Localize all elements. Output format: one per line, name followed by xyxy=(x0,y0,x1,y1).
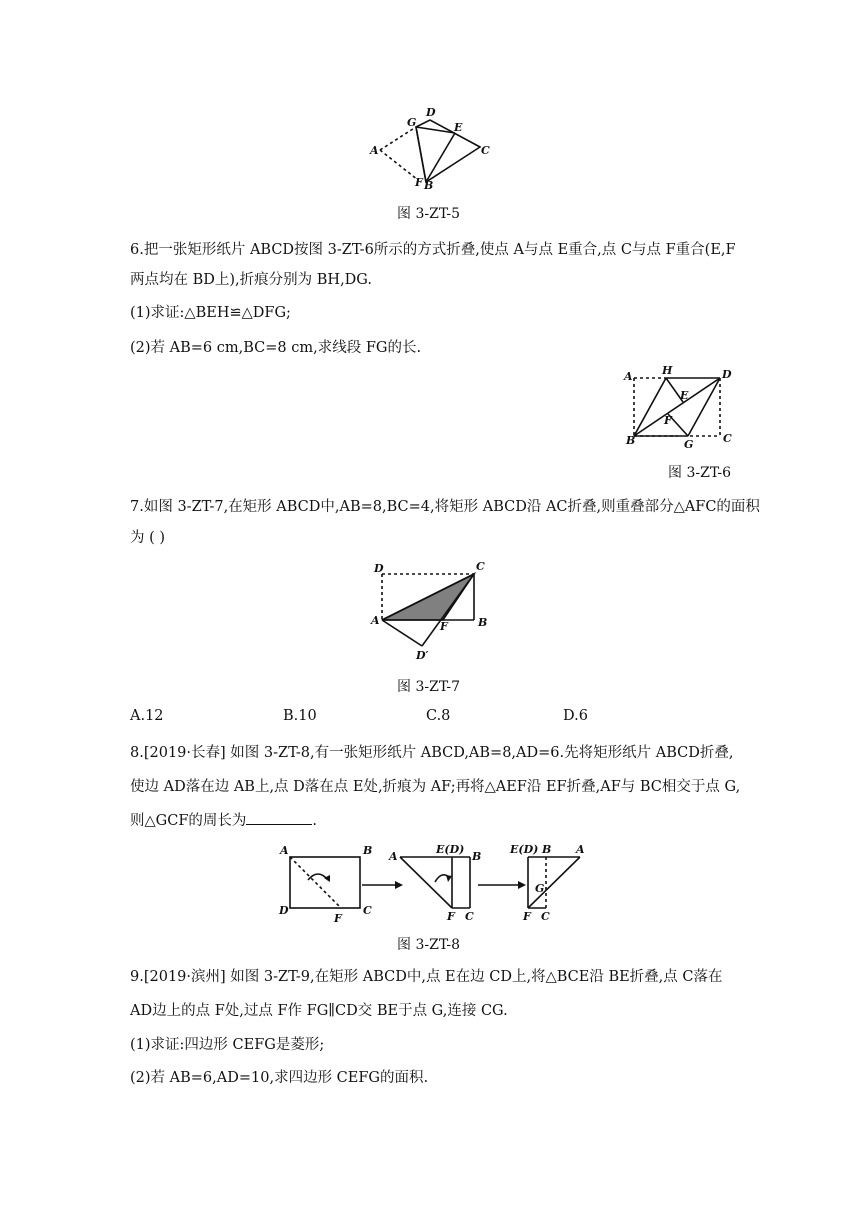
label-b: B xyxy=(478,616,488,629)
arrow-1-head xyxy=(395,881,403,889)
label-c: C xyxy=(723,432,732,445)
p2-label-a: A xyxy=(389,850,398,863)
panel-1-fold-line xyxy=(290,857,341,908)
label-b: B xyxy=(626,434,636,447)
label-d: D xyxy=(722,368,732,381)
p3-label-b: B xyxy=(542,843,552,856)
q6-line-2: 两点均在 BD上),折痕分别为 BH,DG. xyxy=(130,272,372,288)
q8-line-2: 使边 AD落在边 AB上,点 D落在点 E处,折痕为 AF;再将△AEF沿 EF折叠,AF与 BC相交于点 G, xyxy=(130,779,741,795)
fold-bh xyxy=(634,378,666,436)
fold-line-ag xyxy=(380,127,416,150)
q9-part-1: (1)求证:四边形 CEFG是菱形; xyxy=(130,1037,325,1053)
q7-line-2: 为 ( ) xyxy=(130,530,166,546)
label-d: D xyxy=(426,106,436,119)
label-a: A xyxy=(624,370,633,383)
p2-label-ed: E(D) xyxy=(436,843,465,856)
label-f: F xyxy=(440,620,448,633)
q8-line-3-text: 则△GCF的周长为 xyxy=(130,813,247,829)
label-a: A xyxy=(370,144,379,157)
fold-line-af xyxy=(380,150,418,180)
p1-label-b: B xyxy=(363,844,373,857)
q7-option-c: C.8 xyxy=(426,708,451,724)
segment-eb xyxy=(426,133,455,182)
label-f: F xyxy=(415,176,423,189)
p1-label-f: F xyxy=(334,912,342,925)
q6-part-1: (1)求证:△BEH≌△DFG; xyxy=(130,305,291,321)
segment-gf xyxy=(416,127,426,182)
figure-caption-5: 图 3-ZT-5 xyxy=(397,206,460,222)
figure-3-zt-7 xyxy=(366,558,506,664)
arrow-2-head xyxy=(518,881,526,889)
p2-label-b: B xyxy=(472,850,482,863)
segment-ad-prime xyxy=(382,620,422,646)
label-b: B xyxy=(424,179,434,192)
label-e: E xyxy=(680,389,689,402)
label-f: F xyxy=(664,414,672,427)
p3-label-c: C xyxy=(541,910,550,923)
q7-option-a: A.12 xyxy=(130,708,164,724)
label-c: C xyxy=(476,560,485,573)
p3-label-f: F xyxy=(523,910,531,923)
label-g: G xyxy=(407,116,417,129)
q9-line-2: AD边上的点 F处,过点 F作 FG∥CD交 BE于点 G,连接 CG. xyxy=(130,1003,508,1019)
fold-dg xyxy=(688,378,720,436)
p3-label-g: G xyxy=(535,882,545,895)
quadrilateral-gdcb xyxy=(416,120,480,182)
label-a: A xyxy=(371,614,380,627)
p3-label-a: A xyxy=(576,843,585,856)
q9-part-2: (2)若 AB=6,AD=10,求四边形 CEFG的面积. xyxy=(130,1070,429,1086)
figure-3-zt-5 xyxy=(360,100,500,196)
p1-label-d: D xyxy=(279,904,289,917)
p1-label-a: A xyxy=(280,844,289,857)
q7-option-d: D.6 xyxy=(563,708,588,724)
label-d-prime: D′ xyxy=(416,649,429,662)
diagonal-bd xyxy=(634,378,720,436)
figure-caption-7: 图 3-ZT-7 xyxy=(397,679,460,695)
q8-line-3-end: . xyxy=(312,813,317,829)
label-g: G xyxy=(684,438,694,448)
q6-line-1: 6.把一张矩形纸片 ABCD按图 3-ZT-6所示的方式折叠,使点 A与点 E重合,点 C与点 F重合(E,F xyxy=(130,242,736,258)
answer-blank[interactable] xyxy=(246,810,312,825)
label-h: H xyxy=(662,364,673,377)
p2-label-c: C xyxy=(465,910,474,923)
panel-2-arrow-head xyxy=(446,875,452,882)
q7-line-1: 7.如图 3-ZT-7,在矩形 ABCD中,AB=8,BC=4,将矩形 ABCD沿 AC折叠,则重叠部分△AFC的面积 xyxy=(130,499,760,515)
figure-caption-6: 图 3-ZT-6 xyxy=(668,465,731,481)
panel-2-fold-af xyxy=(400,857,452,908)
q8-line-3 xyxy=(130,810,317,831)
figure-caption-8: 图 3-ZT-8 xyxy=(397,937,460,953)
label-c: C xyxy=(481,144,490,157)
label-d: D xyxy=(374,562,384,575)
q6-part-2: (2)若 AB=6 cm,BC=8 cm,求线段 FG的长. xyxy=(130,340,422,356)
q7-option-b: B.10 xyxy=(283,708,317,724)
label-e: E xyxy=(454,121,463,134)
figure-3-zt-6 xyxy=(620,362,740,448)
panel-1-rectangle xyxy=(290,857,360,908)
p1-label-c: C xyxy=(363,904,372,917)
p3-label-ed: E(D) xyxy=(510,843,539,856)
figure-3-zt-8 xyxy=(270,840,600,926)
p2-label-f: F xyxy=(447,910,455,923)
q8-line-1: 8.[2019·长春] 如图 3-ZT-8,有一张矩形纸片 ABCD,AB=8,AD=6.先将矩形纸片 ABCD折叠, xyxy=(130,745,734,761)
q9-line-1: 9.[2019·滨州] 如图 3-ZT-9,在矩形 ABCD中,点 E在边 CD上,将△BCE沿 BE折叠,点 C落在 xyxy=(130,969,723,985)
